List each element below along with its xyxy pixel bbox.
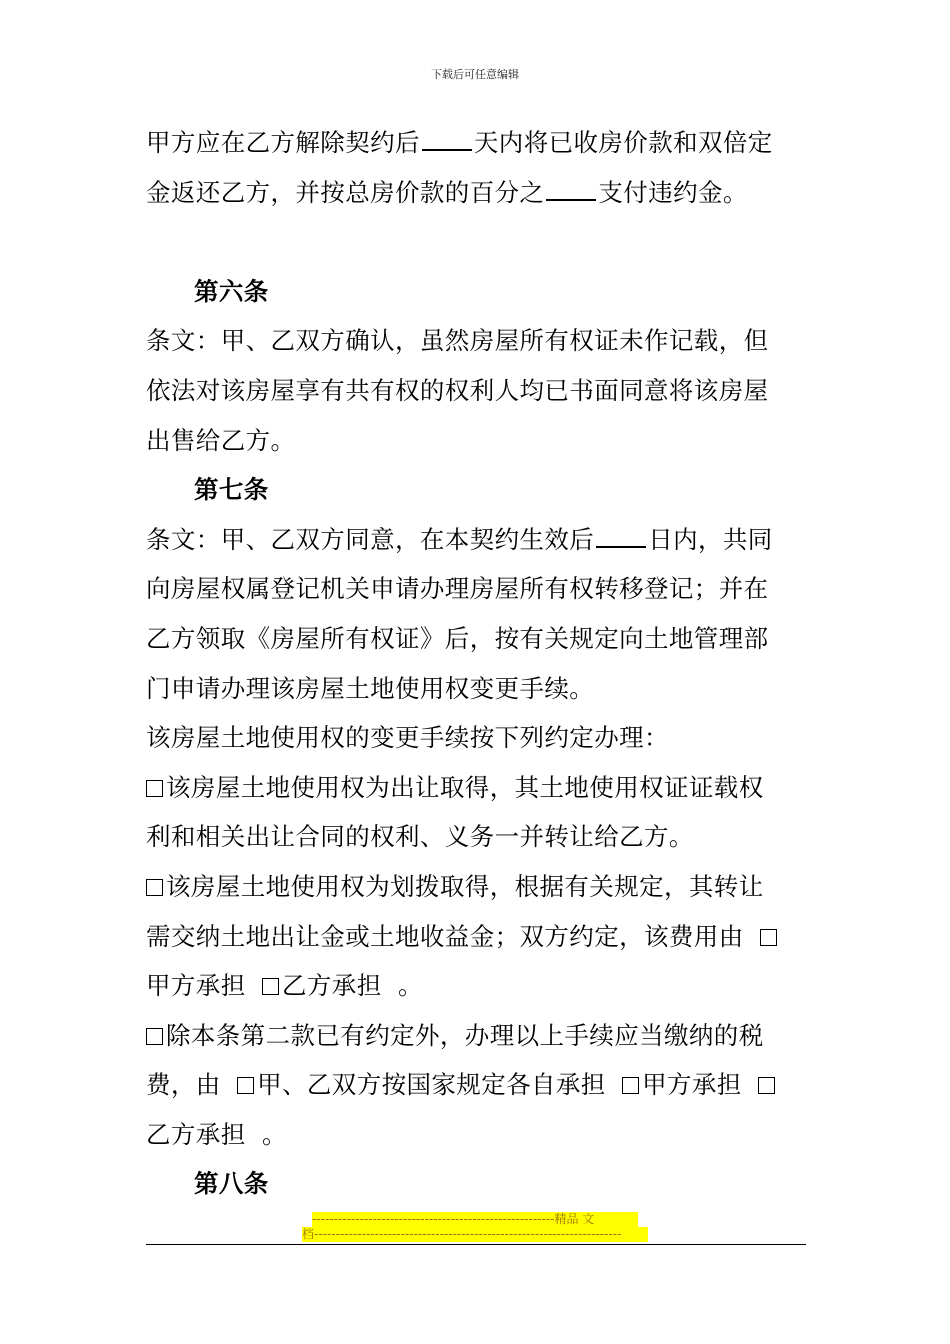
- paragraph-line: 条文：甲、乙双方确认，虽然房屋所有权证未作记载，但: [146, 326, 769, 356]
- fill-blank[interactable]: [422, 129, 472, 151]
- checkbox-icon[interactable]: [760, 929, 777, 946]
- fill-blank[interactable]: [596, 526, 646, 548]
- paragraph-line: 条文：甲、乙双方同意，在本契约生效后 日内，共同: [146, 524, 773, 554]
- article-7-heading: 第七条: [194, 475, 269, 505]
- footer-watermark: [302, 1212, 650, 1242]
- paragraph-line: 该房屋土地使用权的变更手续按下列约定办理：: [146, 723, 669, 753]
- checkbox-icon[interactable]: [262, 978, 279, 995]
- document-body: [146, 118, 810, 1209]
- option-line: 该房屋土地使用权为划拨取得，根据有关规定，其转让: [146, 862, 810, 912]
- option-line: 该房屋土地使用权为出让取得，其土地使用权证证载权: [146, 763, 810, 813]
- checkbox-icon[interactable]: [622, 1077, 639, 1094]
- paragraph-line: 门申请办理该房屋土地使用权变更手续。: [146, 673, 595, 703]
- paragraph-line: 甲方应在乙方解除契约后 天内将已收房价款和双倍定: [146, 128, 773, 157]
- article-6-heading: 第六条: [194, 276, 269, 306]
- footer-line-2: 档-----------------------------------------------------------------------: [302, 1227, 648, 1242]
- paragraph-line: 依法对该房屋享有共有权的权利人均已书面同意将该房屋: [146, 375, 769, 405]
- footer-divider: [146, 1244, 806, 1245]
- article-8-heading: 第八条: [194, 1169, 269, 1199]
- footer-line-1: --------------------------------------------------------精品 文: [312, 1212, 638, 1227]
- paragraph-line: 乙方领取《房屋所有权证》后，按有关规定向土地管理部: [146, 623, 769, 653]
- paragraph-line: 金返还乙方，并按总房价款的百分之 支付违约金。: [146, 177, 748, 207]
- paragraph-line: 向房屋权属登记机关申请办理房屋所有权转移登记；并在: [146, 574, 769, 604]
- checkbox-icon[interactable]: [146, 1028, 163, 1045]
- paragraph-line: 利和相关出让合同的权利、义务一并转让给乙方。: [146, 822, 694, 852]
- page-header: 下载后可任意编辑: [431, 68, 519, 81]
- checkbox-icon[interactable]: [758, 1077, 775, 1094]
- checkbox-icon[interactable]: [146, 879, 163, 896]
- option-line: 甲方承担 乙方承担 。: [146, 971, 423, 1001]
- option-line: 需交纳土地出让金或土地收益金；双方约定，该费用由: [146, 912, 810, 962]
- fill-blank[interactable]: [546, 179, 596, 201]
- option-line: 除本条第二款已有约定外，办理以上手续应当缴纳的税: [146, 1011, 810, 1061]
- option-line: 乙方承担 。: [146, 1119, 287, 1149]
- option-line: 费，由 甲、乙双方按国家规定各自承担 甲方承担: [146, 1060, 810, 1110]
- checkbox-icon[interactable]: [237, 1077, 254, 1094]
- paragraph-line: 出售给乙方。: [146, 425, 296, 455]
- checkbox-icon[interactable]: [146, 780, 163, 797]
